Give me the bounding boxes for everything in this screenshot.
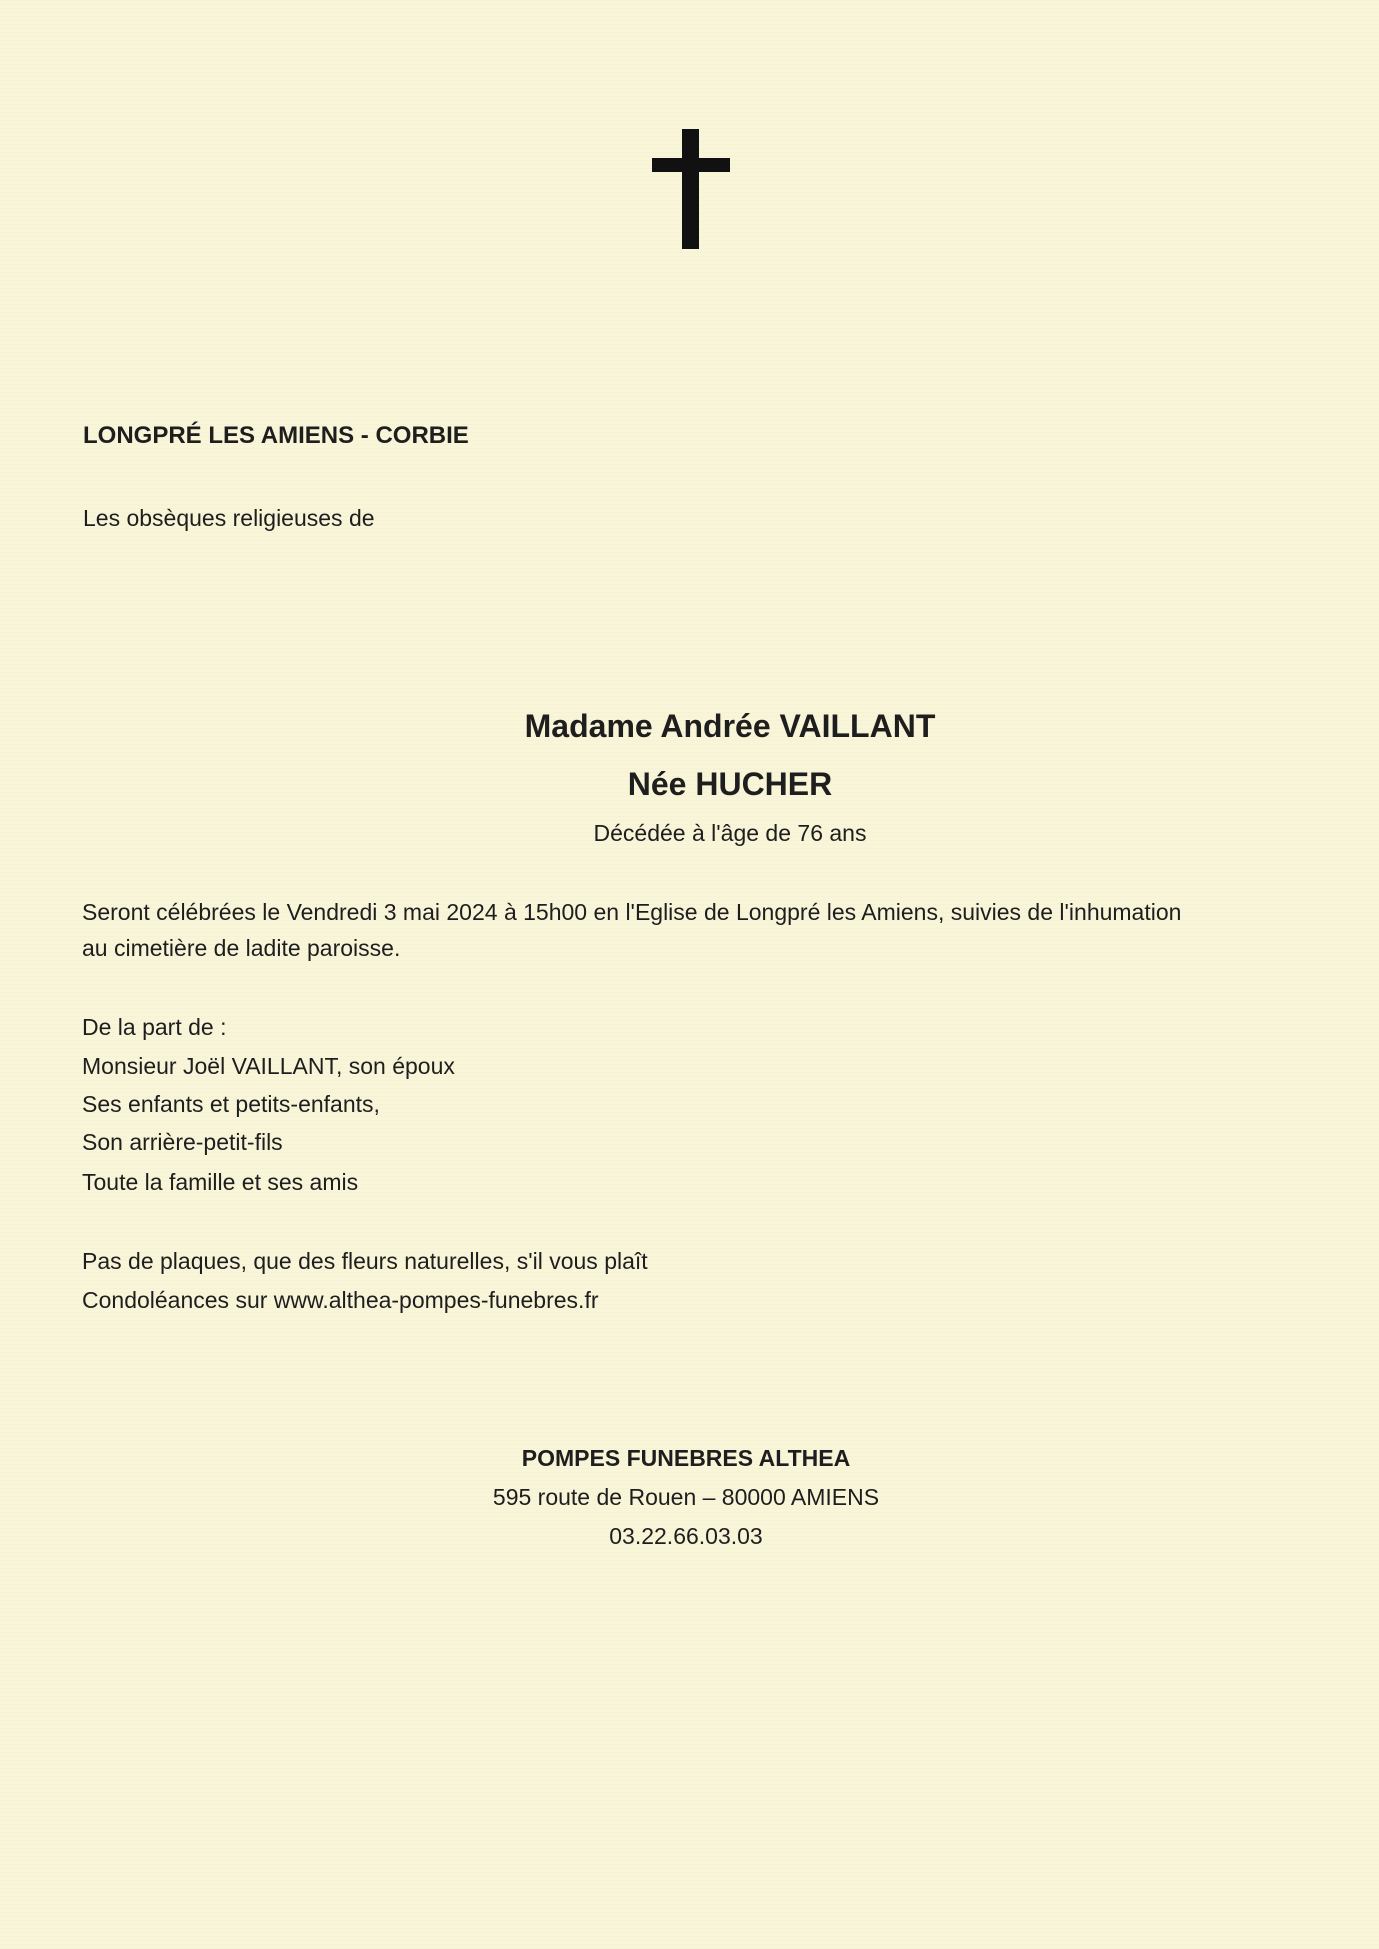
deceased-age: Décédée à l'âge de 76 ans <box>593 820 867 846</box>
funeral-home-address: 595 route de Rouen – 80000 AMIENS <box>492 1484 880 1510</box>
family-member: Monsieur Joël VAILLANT, son époux <box>82 1053 455 1079</box>
latin-cross-icon <box>652 129 730 249</box>
service-details-line-1: Seront célébrées le Vendredi 3 mai 2024 à 15h00 en l'Eglise de Longpré les Amiens, suivies de l'inhumation <box>82 899 1182 925</box>
cross-vertical-bar <box>682 129 699 249</box>
service-details-line-2: au cimetière de ladite paroisse. <box>82 935 401 961</box>
funeral-home-phone: 03.22.66.03.03 <box>609 1523 763 1549</box>
family-heading: De la part de : <box>82 1014 227 1040</box>
family-member: Son arrière-petit-fils <box>82 1129 283 1155</box>
family-member: Toute la famille et ses amis <box>82 1169 359 1195</box>
funeral-home-name: POMPES FUNEBRES ALTHEA <box>521 1445 851 1471</box>
cross-horizontal-bar <box>652 158 730 172</box>
flowers-note: Pas de plaques, que des fleurs naturelles, s'il vous plaît <box>82 1248 648 1274</box>
condolences-note: Condoléances sur www.althea-pompes-funebres.fr <box>82 1287 599 1313</box>
deceased-birth-name: Née HUCHER <box>627 766 833 802</box>
deceased-name: Madame Andrée VAILLANT <box>524 708 936 744</box>
place-heading: LONGPRÉ LES AMIENS - CORBIE <box>83 422 469 449</box>
intro-text: Les obsèques religieuses de <box>83 505 375 531</box>
family-member: Ses enfants et petits-enfants, <box>82 1091 380 1117</box>
